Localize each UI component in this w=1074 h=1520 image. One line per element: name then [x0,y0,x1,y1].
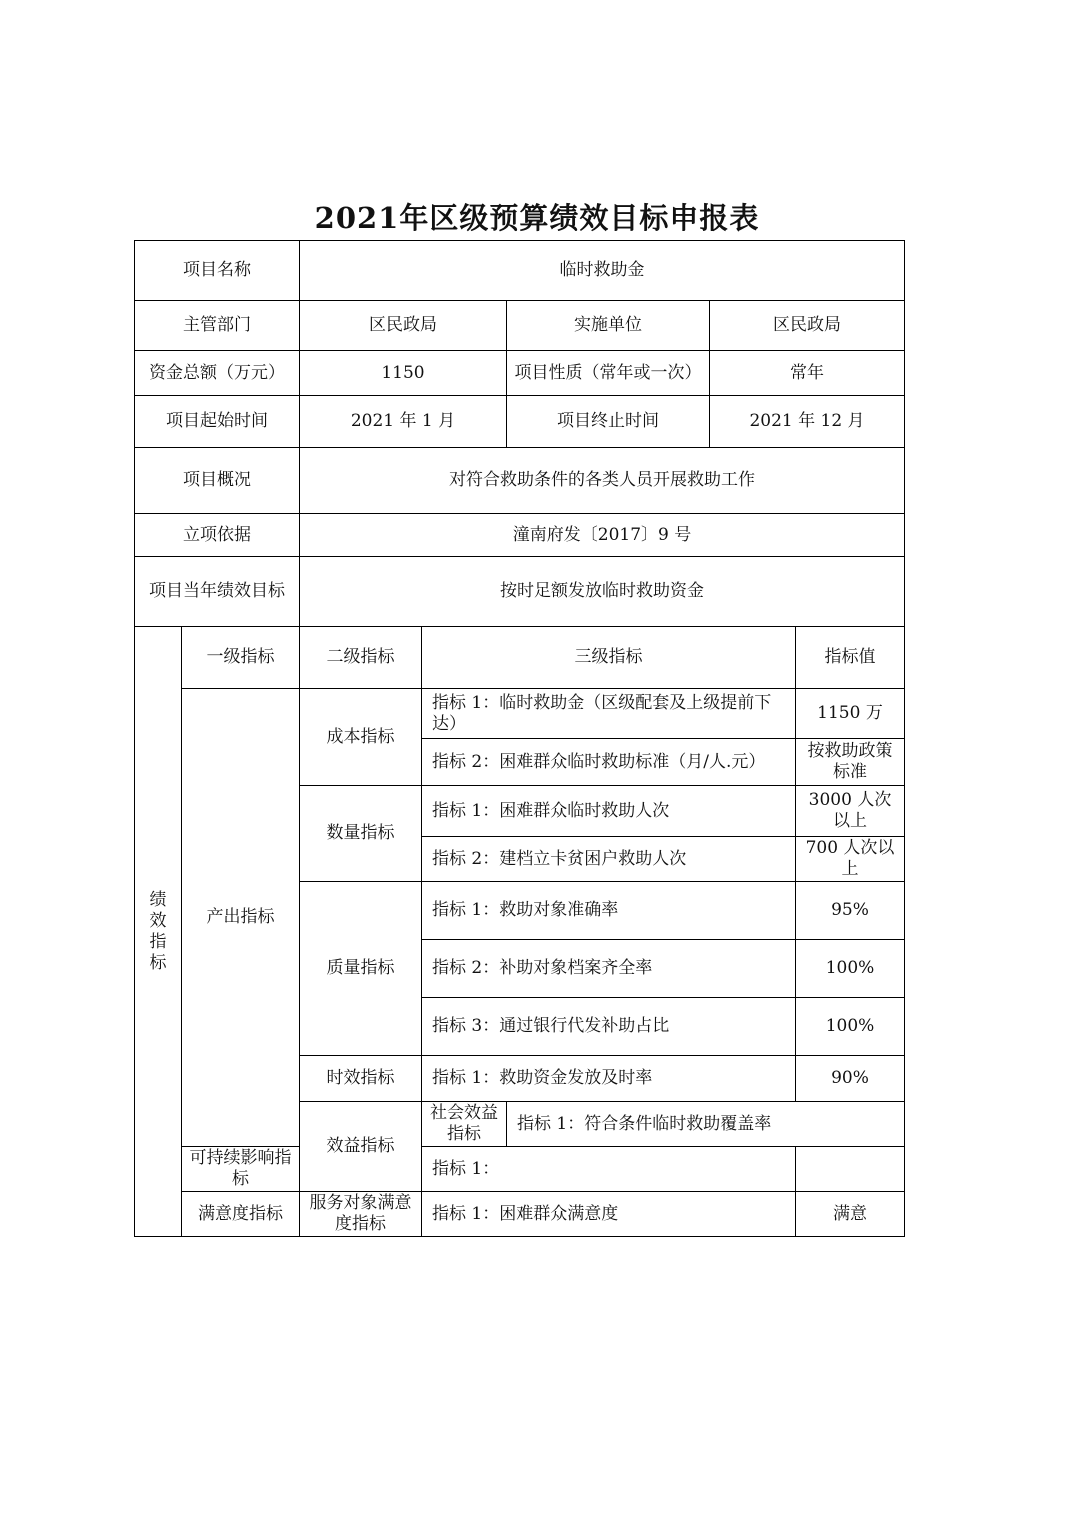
dept-label: 主管部门 [135,301,300,351]
indicator-row [135,1192,905,1237]
indicator-value: 按救助政策标准 [796,739,905,786]
header-level1: 一级指标 [182,627,300,689]
goal-label: 项目当年绩效目标 [135,557,300,627]
indicator-value: 3000 人次以上 [796,786,905,837]
dept-value: 区民政局 [300,301,507,351]
header-value: 指标值 [796,627,905,689]
indicator-header-row [135,627,905,689]
overview-label: 项目概况 [135,448,300,514]
indicator-value: 95% [796,882,905,940]
indicator-row [135,689,905,739]
row-overview [135,448,905,514]
funds-value: 1150 [300,351,507,396]
row-project-name [135,241,905,301]
basis-value: 潼南府发〔2017〕9 号 [300,514,905,557]
start-time-value: 2021 年 1 月 [300,396,507,448]
header-level3: 三级指标 [422,627,796,689]
indicator-value: 700 人次以上 [796,837,905,882]
indicator-text: 指标 1：符合条件临时救助覆盖率 [507,1102,905,1147]
indicator-text: 指标 1：困难群众满意度 [422,1192,796,1237]
section-char: 标 [149,952,167,973]
start-time-label: 项目起始时间 [135,396,300,448]
service-satisfaction-label: 服务对象满意度指标 [300,1192,422,1237]
row-funds [135,351,905,396]
row-basis [135,514,905,557]
basis-label: 立项依据 [135,514,300,557]
end-time-value: 2021 年 12 月 [710,396,905,448]
end-time-label: 项目终止时间 [507,396,710,448]
indicator-value: 1150 万 [796,689,905,739]
indicator-row [135,1147,905,1192]
quality-indicator-label: 质量指标 [300,882,422,1056]
timeliness-indicator-label: 时效指标 [300,1056,422,1102]
section-char: 绩 [149,889,167,910]
social-benefit-label: 社会效益指标 [422,1102,507,1147]
indicator-value: 100% [796,998,905,1056]
row-department [135,301,905,351]
section-char: 效 [149,910,167,931]
project-name-value: 临时救助金 [300,241,905,301]
indicator-text: 指标 1：困难群众临时救助人次 [422,786,796,837]
satisfaction-indicator-label: 满意度指标 [182,1192,300,1237]
overview-value: 对符合救助条件的各类人员开展救助工作 [300,448,905,514]
nature-label: 项目性质（常年或一次） [507,351,710,396]
indicator-text: 指标 1： [422,1147,796,1192]
header-level2: 二级指标 [300,627,422,689]
cost-indicator-label: 成本指标 [300,689,422,786]
indicator-text: 指标 1：救助资金发放及时率 [422,1056,796,1102]
indicator-text: 指标 1：临时救助金（区级配套及上级提前下达） [422,689,796,739]
performance-indicator-section [135,627,182,1237]
row-goal [135,557,905,627]
section-char: 指 [149,931,167,952]
nature-value: 常年 [710,351,905,396]
quantity-indicator-label: 数量指标 [300,786,422,882]
output-indicator-label: 产出指标 [182,689,300,1147]
project-name-label: 项目名称 [135,241,300,301]
impl-unit-label: 实施单位 [507,301,710,351]
impl-unit-value: 区民政局 [710,301,905,351]
indicator-value: 满意 [796,1192,905,1237]
indicator-text: 指标 2：建档立卡贫困户救助人次 [422,837,796,882]
indicator-value [796,1147,905,1192]
indicator-text: 指标 1：救助对象准确率 [422,882,796,940]
benefit-indicator-label: 效益指标 [300,1102,422,1192]
indicator-text: 指标 2：补助对象档案齐全率 [422,940,796,998]
indicator-value: 100% [796,940,905,998]
goal-value: 按时足额发放临时救助资金 [300,557,905,627]
budget-form-table [134,240,905,1237]
row-period [135,396,905,448]
indicator-text: 指标 2：困难群众临时救助标准（月/人.元） [422,739,796,786]
funds-label: 资金总额（万元） [135,351,300,396]
page-title: 2021年区级预算绩效目标申报表 [314,201,760,235]
indicator-text: 指标 3：通过银行代发补助占比 [422,998,796,1056]
indicator-value: 90% [796,1056,905,1102]
sustainable-impact-label: 可持续影响指标 [182,1147,300,1192]
